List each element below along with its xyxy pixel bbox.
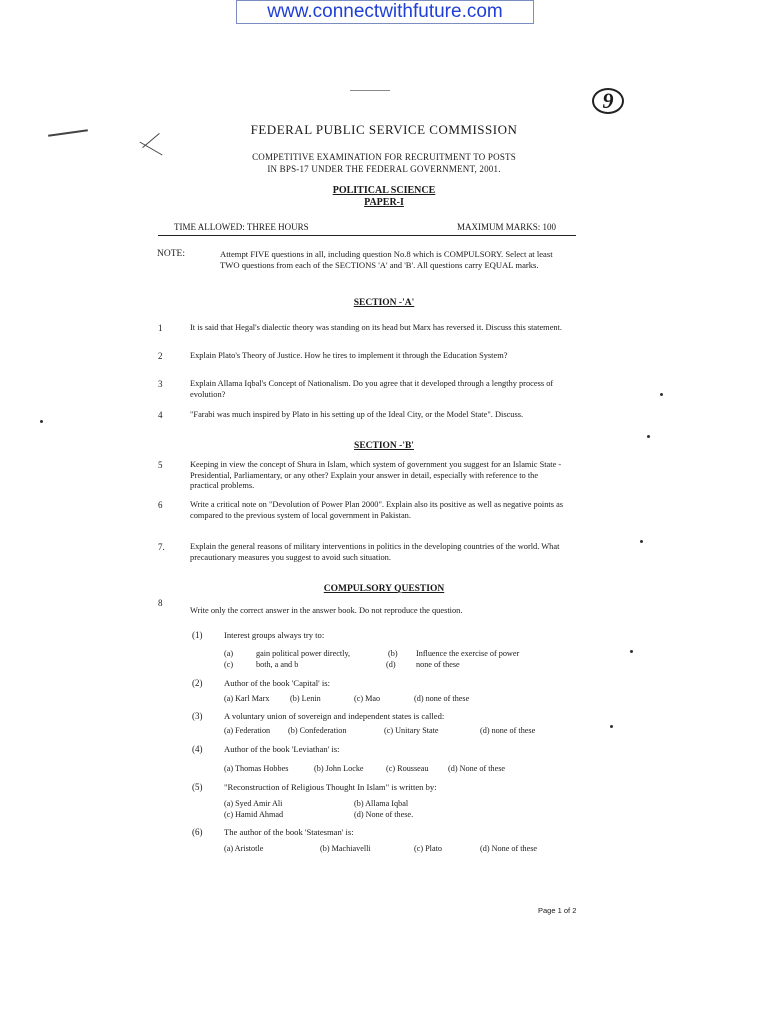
scan-speck	[647, 435, 650, 438]
mcq-option-label: (d)	[386, 660, 396, 669]
mcq-question: A voluntary union of sovereign and independent states is called:	[224, 711, 445, 721]
page-footer: Page 1 of 2	[538, 906, 577, 915]
mcq-number: (5)	[192, 782, 203, 792]
exam-line-2: IN BPS-17 UNDER THE FEDERAL GOVERNMENT, 2001.	[267, 164, 501, 174]
time-allowed: TIME ALLOWED: THREE HOURS	[174, 222, 309, 232]
mcq-option: none of these	[416, 660, 460, 669]
mcq-question: "Reconstruction of Religious Thought In Islam" is written by:	[224, 782, 437, 792]
mcq-option: (c) Hamid Ahmad	[224, 810, 284, 819]
question-text: Write a critical note on "Devolution of Power Plan 2000". Explain also its positive as well as negative points as compared to the previous system of local government in Pakistan.	[190, 500, 564, 520]
subject-title: POLITICAL SCIENCE	[332, 185, 436, 196]
mcq-option: (d) none of these	[480, 726, 536, 735]
section-a-title: SECTION -'A'	[353, 298, 415, 308]
header-divider	[158, 235, 576, 236]
mcq-option: (a) Aristotle	[224, 844, 264, 853]
scan-artifact	[350, 90, 390, 91]
question-number: 4	[158, 410, 163, 420]
scan-speck	[630, 650, 633, 653]
mcq-option: (c) Mao	[354, 694, 381, 703]
scan-speck	[40, 420, 43, 423]
question-number: 5	[158, 460, 163, 470]
mcq-option: Influence the exercise of power	[416, 649, 520, 658]
question-text: "Farabi was much inspired by Plato in his setting up of the Ideal City, or the Model State". Discuss.	[190, 410, 524, 419]
commission-title: FEDERAL PUBLIC SERVICE COMMISSION	[250, 122, 518, 137]
mcq-question: Author of the book 'Capital' is:	[224, 678, 330, 688]
mcq-option: (b) Allama Iqbal	[354, 799, 409, 808]
mcq-option: (b) John Locke	[314, 764, 364, 773]
mcq-option: (c) Unitary State	[384, 726, 439, 735]
mcq-option: (d) none of these	[414, 694, 470, 703]
question-text: Explain Plato's Theory of Justice. How he tires to implement it through the Education System?	[190, 351, 508, 360]
mcq-option: gain political power directly,	[256, 649, 351, 658]
question-number: 2	[158, 351, 163, 361]
question-text: Explain the general reasons of military interventions in politics in the developing countries of the world. What precautionary measures you suggest to avoid such situation.	[190, 542, 560, 562]
watermark-link[interactable]: www.connectwithfuture.com	[236, 0, 534, 24]
question-text: It is said that Hegal's dialectic theory was standing on its head but Marx has reversed it. Discuss this statement.	[190, 323, 563, 332]
mcq-option: (d) None of these	[480, 844, 538, 853]
mcq-option-label: (c)	[224, 660, 234, 669]
mcq-option: (b) Confederation	[288, 726, 347, 735]
maximum-marks: MAXIMUM MARKS: 100	[456, 222, 556, 232]
mcq-number: (1)	[192, 630, 203, 640]
question-number: 8	[158, 598, 163, 608]
mcq-option: (b) Lenin	[290, 694, 321, 703]
mcq-option: (d) None of these	[448, 764, 506, 773]
question-number: 7.	[158, 542, 165, 552]
mcq-option-label: (a)	[224, 649, 234, 658]
mcq-option: (a) Karl Marx	[224, 694, 270, 703]
note-label: NOTE:	[157, 249, 185, 259]
section-b-title: SECTION -'B'	[354, 441, 414, 451]
mcq-option: (b) Machiavelli	[320, 844, 371, 853]
mcq-question: The author of the book 'Statesman' is:	[224, 827, 354, 837]
compulsory-title: COMPULSORY QUESTION	[323, 584, 445, 594]
paper-title: PAPER-I	[364, 197, 404, 208]
question-number: 6	[158, 500, 163, 510]
time-marks-row	[174, 222, 556, 232]
mcq-question: Interest groups always try to:	[224, 630, 325, 640]
mcq-option: (a) Federation	[224, 726, 271, 735]
scan-speck	[610, 725, 613, 728]
mcq-option: (c) Plato	[414, 844, 442, 853]
compulsory-instruction: Write only the correct answer in the answer book. Do not reproduce the question.	[190, 606, 463, 615]
page-marker: 9	[592, 88, 624, 114]
question-text: Keeping in view the concept of Shura in Islam, which system of government you suggest for an Islamic State - Presidential, Parliamentary, or any other? Explain your answer in detail, especially with reference to the practical problems.	[190, 460, 562, 490]
question-number: 1	[158, 323, 163, 333]
question-text: Explain Allama Iqbal's Concept of Nationalism. Do you agree that it developed through a lengthy process of evolution?	[190, 379, 554, 399]
mcq-question: Author of the book 'Leviathan' is:	[224, 744, 340, 754]
mcq-option: (a) Syed Amir Ali	[224, 799, 283, 808]
mcq-number: (3)	[192, 711, 203, 721]
exam-line-1: COMPETITIVE EXAMINATION FOR RECRUITMENT TO POSTS	[252, 152, 516, 162]
mcq-option: (d) None of these.	[354, 810, 414, 819]
mcq-option: both, a and b	[256, 660, 299, 669]
mcq-number: (6)	[192, 827, 203, 837]
scan-speck	[640, 540, 643, 543]
question-number: 3	[158, 379, 163, 389]
mcq-option: (c) Rousseau	[386, 764, 429, 773]
mcq-number: (4)	[192, 744, 203, 754]
mcq-option: (a) Thomas Hobbes	[224, 764, 289, 773]
mcq-number: (2)	[192, 678, 203, 688]
scan-speck	[660, 393, 663, 396]
mcq-option-label: (b)	[388, 649, 398, 658]
note-text: Attempt FIVE questions in all, including question No.8 which is COMPULSORY. Select at least TWO questions from each of the SECTIONS 'A' and 'B'. All questions carry EQUAL marks.	[220, 249, 553, 270]
